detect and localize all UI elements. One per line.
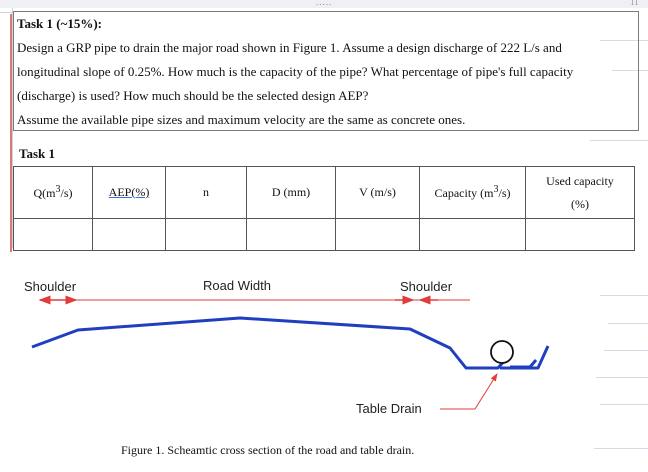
header-cell-n: n <box>166 167 247 219</box>
task-heading: Task 1 (~15%): <box>17 16 103 31</box>
table-section-title: Task 1 <box>19 146 56 161</box>
drain-pipe-circle <box>491 341 513 363</box>
road-surface-profile <box>32 318 512 368</box>
task-text-line-2: longitudinal slope of 0.25%. How much is the capacity of the pipe? What percentage of pipe's full capacity <box>17 64 574 79</box>
figure-caption: Figure 1. Scheamtic cross section of the road and table drain. <box>121 443 415 457</box>
header-cell-q: $Q(m^3/s)$ <box>14 167 93 219</box>
label-table-drain: Table Drain <box>356 401 422 416</box>
task-text-line-1: Design a GRP pipe to drain the major road shown in Figure 1. Assume a design discharge of 222 L/s and <box>17 40 562 55</box>
header-cell-used-capacity: Used capacity (%) <box>526 167 635 219</box>
label-road-width: Road Width <box>203 278 271 293</box>
label-shoulder-left: Shoulder <box>24 279 77 294</box>
header-cell-d: D (mm) <box>247 167 336 219</box>
table-drain-channel-base <box>510 360 536 367</box>
task-text-line-4: Assume the available pipe sizes and maximum velocity are the same as concrete ones. <box>17 112 466 127</box>
leader-line-arrow <box>475 374 497 409</box>
header-cell-aep: AEP(%) <box>93 167 166 219</box>
top-bar-corner-mark: 11 <box>630 0 639 7</box>
label-shoulder-right: Shoulder <box>400 279 453 294</box>
top-bar-dots: ..... <box>316 0 333 7</box>
header-cell-v: V (m/s) <box>336 167 420 219</box>
header-cell-capacity: Capacity $(m^3/s)$ <box>420 167 526 219</box>
task-text-line-3: (discharge) is used? How much should be the selected design AEP? <box>17 88 369 103</box>
